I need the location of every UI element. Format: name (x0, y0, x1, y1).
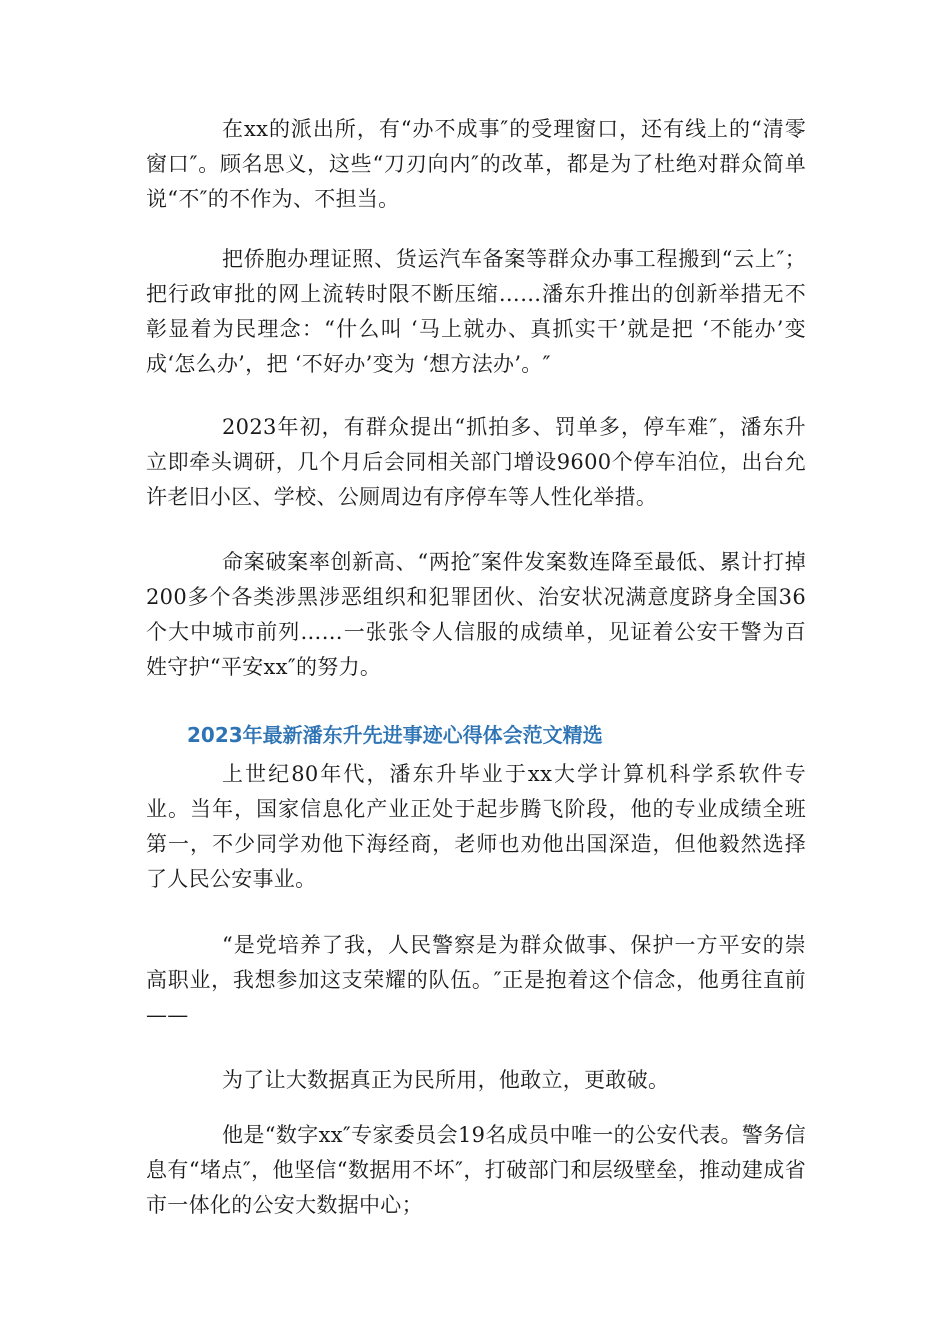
section-heading: 2023年最新潘东升先进事迹心得体会范文精选 (187, 723, 603, 747)
paragraph-digital-committee: 他是“数字xx″专家委员会19名成员中唯一的公安代表。警务信息有“堵点″，他坚信“数据用不坏″，打破部门和层级壁垒，推动建成省市一体化的公安大数据中心； (146, 1123, 806, 1217)
paragraph-background: 上世纪80年代，潘东升毕业于xx大学计算机科学系软件专业。当年，国家信息化产业正处于起步腾飞阶段，他的专业成绩全班第一，不少同学劝他下海经商，老师也劝他出国深造，但他毅然选择了人民公安事业。 (146, 762, 806, 891)
paragraph-big-data: 为了让大数据真正为民所用，他敢立，更敢破。 (222, 1068, 670, 1092)
paragraph-parking: 2023年初，有群众提出“抓拍多、罚单多，停车难″，潘东升立即牵头调研，几个月后会同相关部门增设9600个停车泊位，出台允许老旧小区、学校、公厕周边有序停车等人性化举措。 (146, 415, 806, 509)
paragraph-quote: “是党培养了我，人民警察是为群众做事、保护一方平安的崇高职业，我想参加这支荣耀的队伍。″正是抱着这个信念，他勇往直前—— (146, 933, 806, 1027)
paragraph-cloud-services: 把侨胞办理证照、货运汽车备案等群众办事工程搬到“云上″；把行政审批的网上流转时限不断压缩……潘东升推出的创新举措无不彰显着为民理念：“什么叫 ‘马上就办、真抓实干’就是把 ‘不能办’变成‘怎么办’，把 ‘不好办’变为 ‘想方法办’。″ (146, 247, 806, 376)
paragraph-windows-reform: 在xx的派出所，有“办不成事″的受理窗口，还有线上的“清零窗口″。顾名思义，这些“刀刃向内″的改革，都是为了杜绝对群众简单说“不″的不作为、不担当。 (146, 117, 806, 211)
paragraph-achievements: 命案破案率创新高、“两抢″案件发案数连降至最低、累计打掉200多个各类涉黑涉恶组织和犯罪团伙、治安状况满意度跻身全国36个大中城市前列……一张张令人信服的成绩单，见证着公安干警为百姓守护“平安xx″的努力。 (146, 550, 806, 679)
